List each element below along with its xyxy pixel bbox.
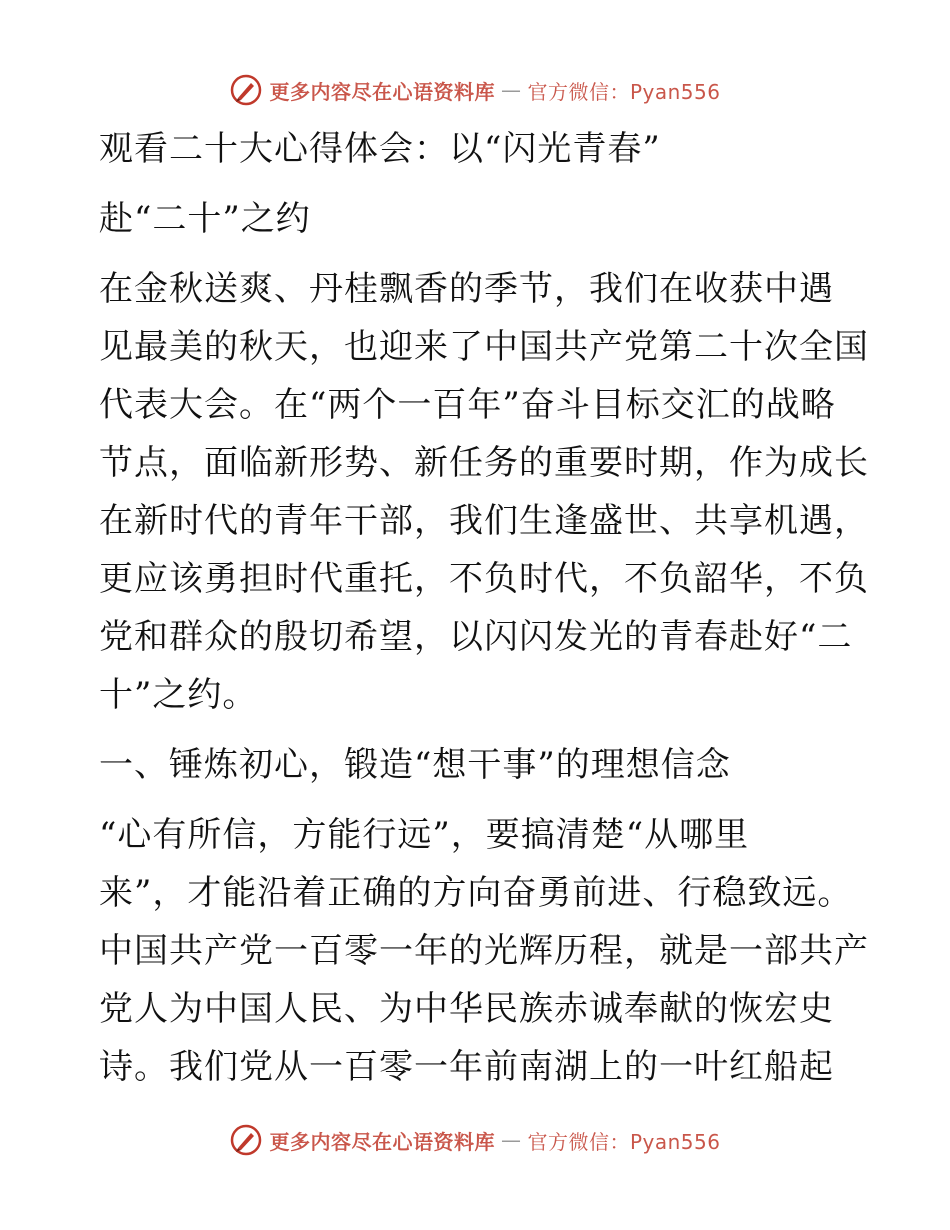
document-title-line-2: 赴“二十”之约 [99, 199, 311, 239]
watermark-main-text: 更多内容尽在心语资料库 [269, 79, 495, 104]
document-body [99, 120, 869, 1096]
watermark-separator: — [500, 78, 522, 102]
header-watermark [0, 70, 950, 110]
paragraph-line: 十”之约。 [99, 675, 258, 715]
pen-seal-icon [229, 1123, 263, 1157]
paragraph-line: “心有所信，方能行远”，要搞清楚“从哪里 [99, 815, 750, 855]
watermark-contact-text: 官方微信：Pyan556 [527, 1129, 721, 1154]
watermark-main-text: 更多内容尽在心语资料库 [269, 1129, 495, 1154]
paragraph-line: 党和群众的殷切希望，以闪闪发光的青春赴好“二 [99, 617, 853, 657]
paragraph-line: 诗。我们党从一百零一年前南湖上的一叶红船起 [99, 1047, 834, 1087]
paragraph-line: 中国共产党一百零一年的光辉历程，就是一部共产 [99, 931, 869, 971]
pen-seal-icon [229, 73, 263, 107]
paragraph-line: 见最美的秋天，也迎来了中国共产党第二十次全国 [99, 327, 869, 367]
watermark-contact-text: 官方微信：Pyan556 [527, 79, 721, 104]
footer-watermark [0, 1120, 950, 1160]
paragraph-line: 来”，才能沿着正确的方向奋勇前进、行稳致远。 [99, 873, 853, 913]
paragraph-line: 在金秋送爽、丹桂飘香的季节，我们在收获中遇 [99, 269, 834, 309]
paragraph-line: 代表大会。在“两个一百年”奋斗目标交汇的战略 [99, 385, 836, 425]
paragraph-line: 党人为中国人民、为中华民族赤诚奉献的恢宏史 [99, 989, 834, 1029]
paragraph-line: 更应该勇担时代重托，不负时代，不负韶华，不负 [99, 559, 869, 599]
section-heading: 一、锤炼初心，锻造“想干事”的理想信念 [99, 745, 731, 785]
watermark-separator: — [500, 1128, 522, 1152]
document-title-line-1: 观看二十大心得体会：以“闪光青春” [99, 129, 661, 169]
paragraph-line: 节点，面临新形势、新任务的重要时期，作为成长 [99, 443, 869, 483]
paragraph-line: 在新时代的青年干部，我们生逢盛世、共享机遇， [99, 501, 869, 541]
